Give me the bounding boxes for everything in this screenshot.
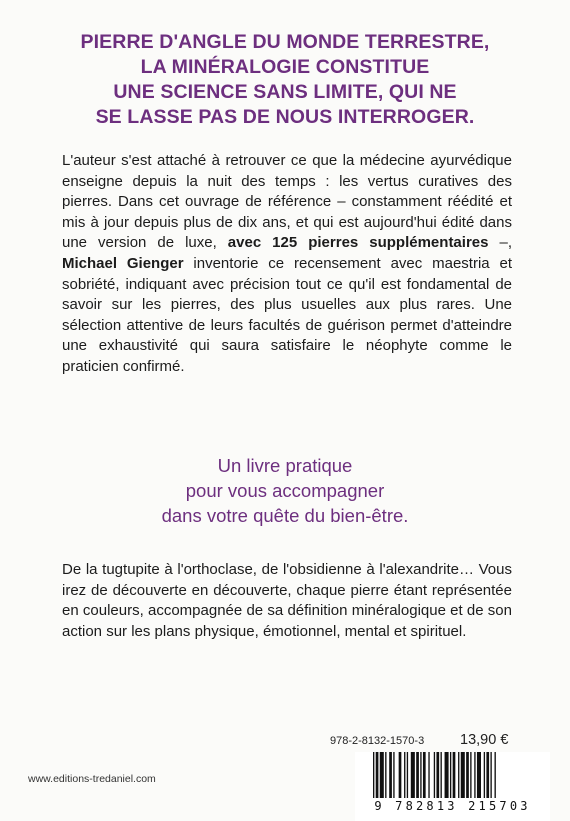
headline-line: SE LASSE PAS DE NOUS INTERROGER. [95,106,475,128]
description-paragraph-2: De la tugtupite à l'orthoclase, de l'obsidienne à l'alexandrite… Vous irez de découverte en découverte, chaque pierre étant représentée en couleurs, accompagnée de sa définition minéralogique et de son action sur les plans physique, émotionnel, mental et spirituel. [62,561,512,640]
barcode-bar [461,752,465,798]
barcode-bar [389,752,392,798]
headline-line: LA MINÉRALOGIE CONSTITUE [140,56,430,78]
barcode [355,752,550,821]
barcode-bar [434,752,435,798]
paragraph-text: inventorie ce recensement avec maestria et sobriété, indiquant avec précision tout ce qu'il est fondamental de savoir sur les pierres, des plus usuelles aux plus rares. Une sélection attentive de leurs facultés de guérison permet d'atteindre une exhaustivité qui saura satisfaire le néophyte comme le praticien confirmé. [62,254,512,375]
barcode-bar [380,752,384,798]
barcode-bar [441,752,442,798]
paragraph-text: –, [488,234,512,252]
barcode-bar [495,752,496,798]
barcode-bar [420,752,421,798]
back-cover-headline [40,30,530,130]
barcode-bar [399,752,402,798]
barcode-bar [458,752,459,798]
barcode-digits: 9 782813 215703 [374,799,531,813]
barcode-bar [376,752,379,798]
barcode-bar [453,752,456,798]
description-paragraph-1 [62,151,512,378]
barcode-bar [416,752,419,798]
barcode-bar [428,752,429,798]
barcode-bar [436,752,439,798]
barcode-bar [484,752,485,798]
tagline [60,453,510,528]
barcode-bar [477,752,481,798]
price: 13,90 € [460,732,509,748]
barcode-bar [470,752,471,798]
barcode-bar [407,752,408,798]
barcode-bar [423,752,426,798]
paragraph-bold-text: avec 125 pierres supplémentaires [227,234,489,252]
barcode-bar [393,752,394,798]
paragraph-text: L'auteur s'est attaché à retrouver ce que la médecine ayurvédique enseigne depuis la nuit des temps : les vertus curatives des pierres. Dans cet ouvrage de référence – constamment réédité et mis à jour depuis plus de dix ans, et qui est aujourd'hui édité dans une version de luxe, [62,152,512,252]
tagline-line: Un livre pratique [217,455,353,476]
barcode-bar [486,752,489,798]
barcode-bar [490,752,491,798]
barcode-bar [474,752,475,798]
barcode-bar [466,752,469,798]
barcode-bar [450,752,451,798]
barcode-bar [373,752,374,798]
headline-line: PIERRE D'ANGLE DU MONDE TERRESTRE, [80,31,490,53]
headline-line: UNE SCIENCE SANS LIMITE, QUI NE [113,81,457,103]
author-name: Michael Gienger [62,254,184,272]
isbn: 978-2-8132-1570-3 [330,735,425,747]
barcode-bar [404,752,405,798]
tagline-line: pour vous accompagner [185,480,385,501]
barcode-bar [411,752,415,798]
barcode-bar [445,752,449,798]
barcode-bar [385,752,386,798]
publisher-website[interactable]: www.editions-tredaniel.com [28,773,156,785]
tagline-line: dans votre quête du bien-être. [161,505,409,526]
